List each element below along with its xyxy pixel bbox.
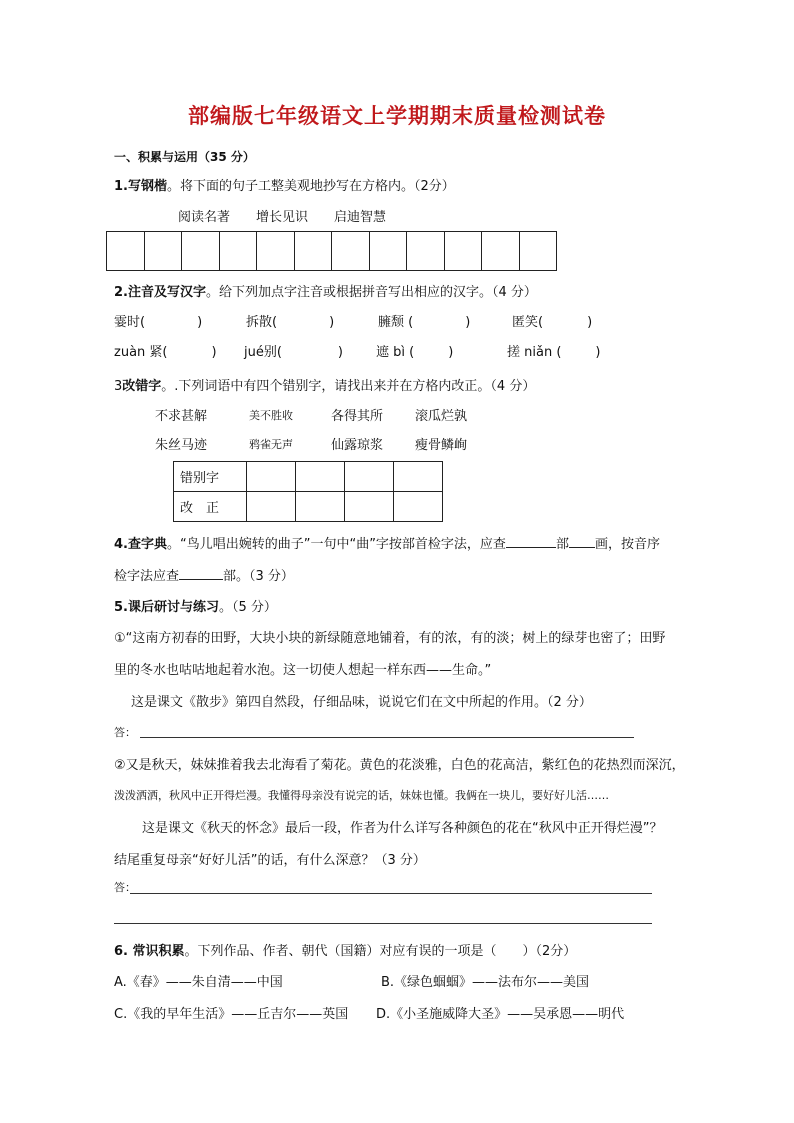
grid-cell[interactable] — [295, 232, 333, 271]
table-label: 错别字 — [174, 462, 247, 492]
hanzi-item-text: jué别( — [244, 345, 282, 360]
answer-line[interactable] — [140, 737, 634, 738]
grid-cell[interactable] — [445, 232, 483, 271]
table-cell[interactable] — [394, 492, 443, 522]
pinyin-item-close: ) — [587, 315, 593, 330]
hanzi-item-3 — [376, 341, 453, 360]
question-4 — [114, 533, 660, 552]
table-cell[interactable] — [247, 492, 296, 522]
pinyin-item-text: 霎时( — [114, 315, 146, 330]
word-item: 瘦骨鳞峋 — [415, 438, 468, 453]
pinyin-item-text: 拆散( — [246, 315, 278, 330]
pinyin-item-4 — [512, 311, 592, 330]
hanzi-item-close: ) — [595, 345, 601, 360]
answer-line[interactable] — [114, 923, 652, 924]
question-4-text: 检字法应查 — [114, 569, 180, 584]
pinyin-item-text: 匿笑( — [512, 315, 544, 330]
question-4-text: 部。（3 分） — [223, 569, 294, 584]
table-cell[interactable] — [345, 492, 394, 522]
question-1-label: 1.写钢楷 — [114, 179, 167, 194]
question-6 — [114, 940, 576, 959]
copy-sentence: 阅读名著 增长见识 启迪智慧 — [178, 210, 387, 225]
grid-cell[interactable] — [407, 232, 445, 271]
question-2-label: 2.注音及写汉字 — [114, 285, 206, 300]
grid-cell[interactable] — [257, 232, 295, 271]
word-item: 不求甚解 — [155, 409, 208, 424]
grid-cell[interactable] — [332, 232, 370, 271]
word-item: 滚瓜烂孰 — [415, 409, 468, 424]
answer-line[interactable] — [130, 893, 652, 894]
hanzi-item-close: ) — [448, 345, 454, 360]
table-row — [174, 462, 443, 492]
question-3 — [114, 375, 535, 394]
word-item: 鸦雀无声 — [249, 438, 293, 451]
pinyin-item-close: ) — [465, 315, 471, 330]
question-1-text: 。将下面的句子工整美观地抄写在方格内。（2分） — [166, 179, 455, 194]
grid-cell[interactable] — [220, 232, 258, 271]
answer-blank[interactable] — [569, 536, 595, 548]
question-5 — [114, 596, 277, 615]
table-cell[interactable] — [345, 462, 394, 492]
passage-2-question: 这是课文《秋天的怀念》最后一段，作者为什么详写各种颜色的花在“秋风中正开得烂漫”？ — [142, 821, 663, 836]
question-3-label: 改错字 — [122, 379, 162, 394]
grid-cell[interactable] — [145, 232, 183, 271]
answer-label: 答： — [114, 881, 136, 894]
table-cell[interactable] — [247, 462, 296, 492]
option-d[interactable]: D.《小圣施威降大圣》——吴承恩——明代 — [376, 1007, 625, 1022]
page-title: 部编版七年级语文上学期期末质量检测试卷 — [188, 103, 606, 128]
pinyin-item-close: ) — [329, 315, 335, 330]
grid-cell[interactable] — [520, 232, 558, 271]
writing-grid — [106, 231, 557, 271]
grid-cell[interactable] — [182, 232, 220, 271]
table-label: 改 正 — [174, 492, 247, 522]
hanzi-item-close: ) — [337, 345, 343, 360]
question-6-label: 6. 常识积累 — [114, 944, 185, 959]
passage-1-line: ①“这南方初春的田野，大块小块的新绿随意地铺着，有的浓，有的淡；树上的绿芽也密了；田野 — [114, 631, 666, 646]
question-5-text: 。（5 分） — [218, 600, 277, 615]
option-b[interactable]: B.《绿色蝈蝈》——法布尔——美国 — [381, 975, 590, 990]
question-6-text: 。下列作品、作者、朝代（国籍）对应有误的一项是（ ）（2分） — [184, 944, 577, 959]
word-item: 各得其所 — [331, 409, 384, 424]
hanzi-item-text: zuàn 紧( — [114, 345, 168, 360]
question-3-number: 3 — [114, 379, 123, 394]
table-cell[interactable] — [296, 492, 345, 522]
answer-blank[interactable] — [506, 536, 556, 548]
pinyin-item-1 — [114, 311, 202, 330]
pinyin-item-2 — [246, 311, 334, 330]
word-item: 仙露琼浆 — [331, 438, 384, 453]
word-item: 朱丝马迹 — [155, 438, 208, 453]
pinyin-item-text: 臃颓 ( — [378, 315, 414, 330]
passage-2-line: ②又是秋天，妹妹推着我去北海看了菊花。黄色的花淡雅，白色的花高洁，紫红色的花热烈而深沉， — [114, 758, 685, 773]
hanzi-item-2 — [244, 341, 343, 360]
question-4-text: 。“鸟儿唱出婉转的曲子”一句中“曲”字按部首检字法，应查 — [166, 537, 506, 552]
question-2-text: 。给下列加点字注音或根据拼音写出相应的汉字。（4 分） — [205, 285, 537, 300]
table-cell[interactable] — [394, 462, 443, 492]
pinyin-item-3 — [378, 311, 470, 330]
question-5-label: 5.课后研讨与练习 — [114, 600, 219, 615]
hanzi-item-4 — [507, 341, 600, 360]
question-4-text: 画，按音序 — [594, 537, 660, 552]
correction-table — [173, 461, 443, 522]
answer-blank[interactable] — [179, 568, 223, 580]
passage-1-question: 这是课文《散步》第四自然段，仔细品味，说说它们在文中所起的作用。（2 分） — [131, 695, 592, 710]
passage-2-line: 泼泼洒洒，秋风中正开得烂漫。我懂得母亲没有说完的话，妹妹也懂。我俩在一块儿，要好好儿活…… — [114, 789, 609, 802]
grid-cell[interactable] — [107, 232, 145, 271]
pinyin-item-close: ) — [197, 315, 203, 330]
section-heading: 一、积累与运用（35 分） — [114, 150, 255, 164]
hanzi-item-text: 搓 niǎn ( — [507, 345, 562, 360]
question-4-label: 4.查字典 — [114, 537, 167, 552]
question-4-cont — [114, 565, 294, 584]
passage-1-line: 里的冬水也咕咕地起着水泡。这一切使人想起一样东西——生命。” — [114, 663, 492, 678]
grid-cell[interactable] — [482, 232, 520, 271]
grid-cell[interactable] — [370, 232, 408, 271]
question-2 — [114, 281, 537, 300]
table-cell[interactable] — [296, 462, 345, 492]
option-a[interactable]: A.《春》——朱自清——中国 — [114, 975, 283, 990]
question-4-text: 部 — [555, 537, 569, 552]
question-1 — [114, 175, 455, 194]
question-3-text: 。.下列词语中有四个错别字，请找出来并在方格内改正。（4 分） — [161, 379, 536, 394]
word-item: 美不胜收 — [249, 409, 293, 422]
option-c[interactable]: C.《我的早年生活》——丘吉尔——英国 — [114, 1007, 349, 1022]
passage-2-question: 结尾重复母亲“好好儿活”的话，有什么深意？（3 分） — [114, 853, 426, 868]
table-row — [174, 492, 443, 522]
hanzi-item-1 — [114, 341, 217, 360]
answer-label: 答： — [114, 726, 136, 739]
hanzi-item-text: 遮 bì ( — [376, 345, 415, 360]
hanzi-item-close: ) — [211, 345, 217, 360]
